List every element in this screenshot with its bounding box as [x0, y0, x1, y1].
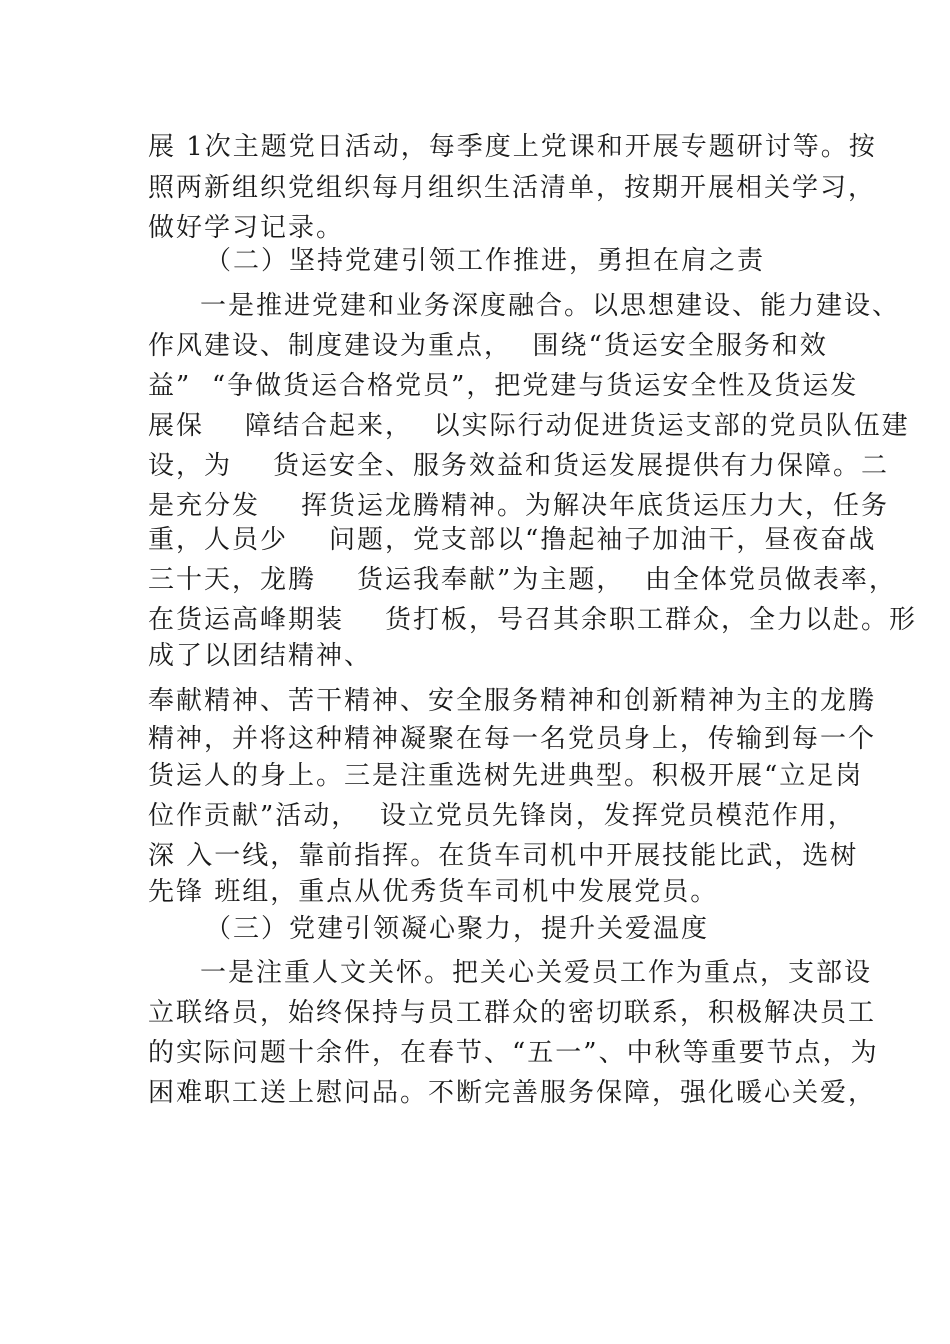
- text-line: 货运人的身上。三是注重选树先进典型。积极开展“立足岗: [148, 761, 864, 791]
- section-heading: （二）坚持党建引领工作推进，勇担在肩之责: [205, 246, 766, 276]
- text-line: 重，人员少 问题，党支部以“撸起袖子加油干，昼夜奋战: [148, 525, 877, 555]
- text-line: 的实际问题十余件，在春节、“五一”、中秋等重要节点，为: [148, 1038, 879, 1068]
- text-line: 位作贡献”活动， 设立党员先锋岗，发挥党员模范作用，: [148, 801, 856, 831]
- text-line: 展保 障结合起来， 以实际行动促进货运支部的党员队伍建: [148, 411, 910, 441]
- text-line: 做好学习记录。: [148, 213, 345, 243]
- text-line: 精神，并将这种精神凝聚在每一名党员身上，传输到每一个: [148, 724, 877, 754]
- text-line: 一是推进党建和业务深度融合。以思想建设、能力建设、: [200, 291, 901, 321]
- text-line: 设，为 货运安全、服务效益和货运发展提供有力保障。二: [148, 451, 890, 481]
- text-line: 是充分发 挥货运龙腾精神。为解决年底货运压力大，任务: [148, 491, 890, 521]
- text-line: 在货运高峰期装 货打板，号召其余职工群众，全力以赴。形: [148, 605, 918, 635]
- text-line: 深 入一线，靠前指挥。在货车司机中开展技能比武，选树: [148, 841, 859, 871]
- text-line: 一是注重人文关怀。把关心关爱员工作为重点，支部设: [200, 958, 873, 988]
- text-line: 展 1次主题党日活动，每季度上党课和开展专题研讨等。按: [148, 132, 877, 162]
- text-line: 奉献精神、苦干精神、安全服务精神和创新精神为主的龙腾: [148, 686, 877, 716]
- text-line: 立联络员，始终保持与员工群众的密切联系，积极解决员工: [148, 998, 877, 1028]
- text-line: 照两新组织党组织每月组织生活清单，按期开展相关学习，: [148, 173, 877, 203]
- section-heading: （三）党建引领凝心聚力，提升关爱温度: [205, 914, 710, 944]
- text-line: 成了以团结精神、: [148, 641, 373, 671]
- text-line: 益” “争做货运合格党员”，把党建与货运安全性及货运发: [148, 371, 859, 401]
- text-line: 先锋 班组，重点从优秀货车司机中发展党员。: [148, 877, 719, 907]
- text-line: 作风建设、制度建设为重点， 围绕“货运安全服务和效: [148, 331, 828, 361]
- text-line: 困难职工送上慰问品。不断完善服务保障，强化暖心关爱，: [148, 1078, 877, 1108]
- text-line: 三十天，龙腾 货运我奉献”为主题， 由全体党员做表率，: [148, 565, 897, 595]
